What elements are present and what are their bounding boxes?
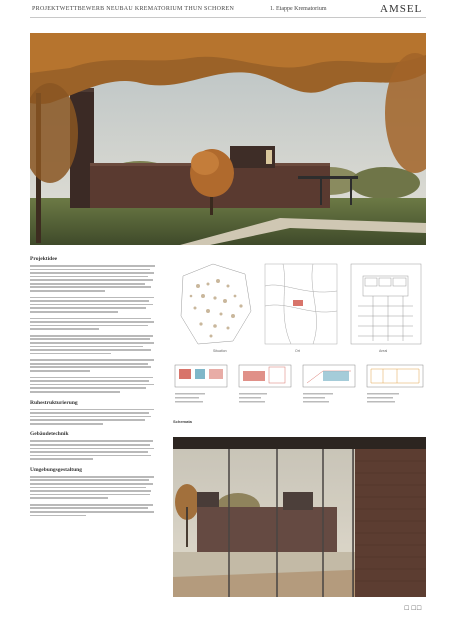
text-line [30,269,150,271]
text-line [30,451,148,453]
text-line [30,494,150,496]
text-line [30,283,145,285]
text-line [30,318,151,320]
section-title-structure: Ruhestrukturierung [30,399,78,406]
text-line [30,444,150,446]
diagram-illustrations [173,361,426,411]
text-line [30,476,154,478]
text-line [30,487,146,489]
diagram-3 [303,365,355,403]
text-line [30,366,151,368]
text-line [30,265,155,267]
text-line [30,377,153,379]
text-line [30,363,148,365]
text-line [30,380,149,382]
text-line [30,511,154,513]
section-title-landscape: Umgebungsgestaltung [30,466,82,473]
site-plan-location [265,264,337,344]
text-line [30,490,151,492]
diagram-title: Schemata [173,419,192,424]
text-line [30,297,154,299]
site-plan-label: Ort [295,349,300,353]
diagram-4 [367,365,423,403]
text-line [30,515,86,517]
text-line [30,391,120,393]
page-marker: ☐ ☐☐ [404,606,422,612]
text-line [30,455,151,457]
site-plans-drawing [173,256,426,356]
text-line [30,276,148,278]
text-line [30,300,149,302]
text-line [30,416,151,418]
text-line [30,384,154,386]
site-plan-label: Situation [213,349,227,353]
text-line [30,479,149,481]
text-line [30,290,105,292]
text-line [30,272,154,274]
project-title: PROJEKTWETTBEWERB NEUBAU KREMATORIUM THUN SCHOREN [32,6,235,12]
diagram-row [173,361,426,411]
text-line [30,286,151,288]
text-line [30,325,148,327]
diagram-1 [175,365,227,403]
page-header [0,0,454,20]
diagram-2 [239,365,291,403]
text-line [30,311,118,313]
inset-illustration [173,437,426,597]
section-title-project-idea: Projektidee [30,256,58,262]
site-plan-situation [181,264,251,344]
text-line [30,321,154,323]
hero-rendering [30,33,426,245]
section-title-building-services: Gebäudetechnik [30,431,69,438]
text-line [30,497,108,499]
text-line [30,370,90,372]
inset-rendering [173,437,426,597]
text-line [30,458,93,460]
text-line [30,440,153,442]
site-plans [173,256,426,356]
text-line [30,335,153,337]
site-plan-label: Areal [379,349,388,353]
text-line [30,504,153,506]
text-line [30,328,99,330]
text-line [30,342,154,344]
text-line [30,346,143,348]
description-text-column [30,256,155,601]
text-line [30,412,149,414]
text-line [30,279,153,281]
text-line [30,409,154,411]
text-line [30,304,153,306]
text-line [30,387,146,389]
text-line [30,483,153,485]
site-plan-area [351,264,421,344]
stage-label: 1. Etappe Krematorium [270,6,327,12]
text-line [30,359,154,361]
text-line [30,507,148,509]
text-line [30,307,146,309]
header-rule [30,17,426,18]
text-line [30,353,111,355]
text-line [30,423,103,425]
brand-logo: AMSEL [380,3,423,15]
text-line [30,338,150,340]
text-line [30,448,154,450]
text-line [30,349,151,351]
text-line [30,419,145,421]
hero-illustration [30,33,426,245]
